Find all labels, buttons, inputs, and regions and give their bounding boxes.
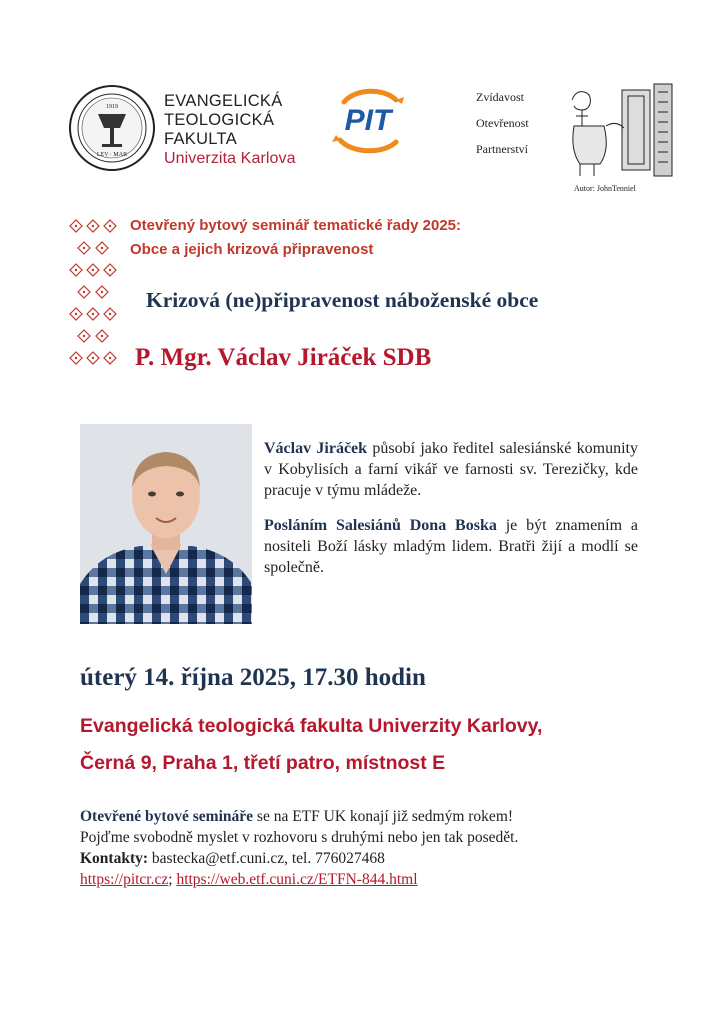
faculty-line-3: FAKULTA [164, 130, 238, 148]
contacts-line [80, 848, 518, 869]
svg-text:LEV · MAR: LEV · MAR [96, 152, 128, 158]
motto-list [476, 84, 529, 162]
speaker-bio [264, 438, 638, 592]
faculty-name [164, 92, 296, 168]
contacts-label: Kontakty: [80, 850, 149, 867]
footer-highlight: Otevřené bytové semináře [80, 808, 254, 825]
motto-item: Otevřenost [476, 116, 529, 130]
faculty-line-1: EVANGELICKÁ [164, 92, 283, 110]
speaker-name: P. Mgr. Václav Jiráček SDB [135, 344, 432, 371]
alice-illustration [566, 80, 678, 180]
event-location [80, 708, 542, 782]
footer [80, 806, 518, 890]
contacts-text: bastecka@etf.cuni.cz, tel. 776027468 [148, 850, 385, 867]
footer-text-1: se na ETF UK konají již sedmým rokem! [253, 808, 514, 825]
faculty-line-2: TEOLOGICKÁ [164, 111, 275, 129]
motto-item: Partnerství [476, 142, 528, 156]
decorative-folk-pattern [68, 212, 118, 372]
speaker-photo [80, 424, 252, 624]
link-separator: ; [168, 871, 177, 888]
bio-paragraph-1 [264, 438, 638, 501]
series-line-2: Obce a jejich krizová připravenost [130, 241, 374, 258]
illustration-credit: Autor: JohnTenniel [574, 184, 636, 193]
etf-event-link[interactable]: https://web.etf.cuni.cz/ETFN-844.html [176, 871, 418, 888]
event-date-time: úterý 14. října 2025, 17.30 hodin [80, 664, 426, 691]
location-line-2: Černá 9, Praha 1, třetí patro, místnost E [80, 752, 446, 774]
svg-text:1919: 1919 [106, 104, 118, 110]
etf-seal-logo [68, 84, 156, 172]
bio-highlight: Posláním Salesiánů Dona Boska [264, 517, 497, 534]
pit-logo [322, 86, 414, 156]
series-heading [130, 214, 461, 262]
motto-item: Zvídavost [476, 90, 524, 104]
pit-link[interactable]: https://pitcr.cz [80, 871, 169, 888]
bio-paragraph-2 [264, 515, 638, 578]
series-line-1: Otevřený bytový seminář tematické řady 2025: [130, 217, 462, 234]
bio-text-1: působí jako ředitel salesiánské komunity v Kobylisích a farní vikář ve farnosti sv. Terezičky, kde pracuje v týmu mládeže. [264, 440, 638, 499]
footer-line-1 [80, 806, 518, 827]
links-line [80, 869, 518, 890]
university-name: Univerzita Karlova [164, 150, 296, 167]
bio-text-2: je být znamením a nositeli Boží lásky mladým lidem. Bratři žijí a modlí se společně. [264, 517, 639, 576]
location-line-1: Evangelická teologická fakulta Univerzity Karlovy, [80, 715, 543, 737]
pit-logo-text: PIT [344, 104, 392, 137]
talk-title: Krizová (ne)připravenost náboženské obce [146, 288, 539, 312]
bio-name: Václav Jiráček [264, 440, 368, 457]
footer-line-2: Pojďme svobodně myslet v rozhovoru s druhými nebo jen tak posedět. [80, 829, 519, 846]
